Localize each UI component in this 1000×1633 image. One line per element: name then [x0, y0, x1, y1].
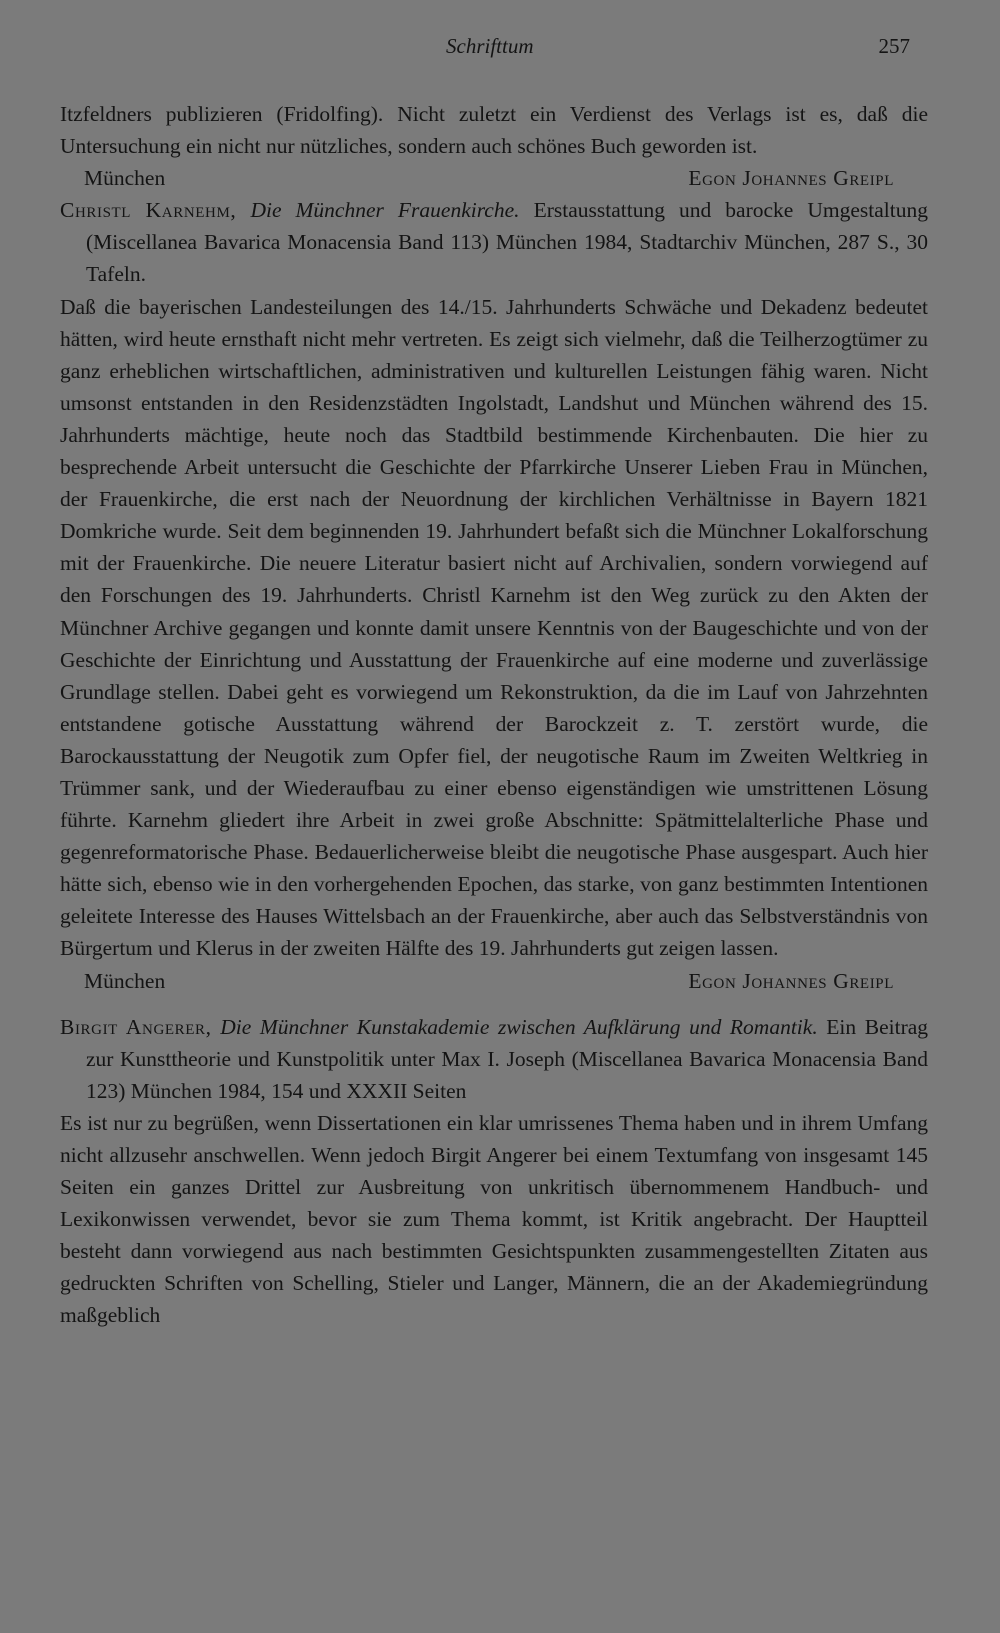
running-title: Schrifttum — [446, 34, 534, 58]
review-angerer — [60, 1011, 928, 1332]
bibliographic-heading — [60, 1011, 928, 1107]
signature-line — [60, 965, 928, 997]
page-body — [60, 98, 928, 1332]
reviewer-name: Egon Johannes Greipl — [688, 166, 894, 191]
signature-place: München — [84, 968, 166, 993]
signature-line — [60, 162, 928, 194]
review-previous-end — [60, 98, 928, 194]
book-details: Ein Beitrag zur Kunsttheorie und Kunstpolitik unter Max I. Joseph (Miscellanea Bavarica Monacensia Band 123) München 1984, 154 und XXXII Seiten — [86, 1014, 929, 1103]
reviewer-name: Egon Johannes Greipl — [688, 968, 894, 993]
review-karnehm — [60, 194, 928, 996]
book-title: Die Münchner Kunstakademie zwischen Aufklärung und Romantik. — [220, 1014, 818, 1039]
signature-place: München — [84, 166, 166, 191]
review-text: Daß die bayerischen Landesteilungen des 14./15. Jahrhunderts Schwäche und Dekadenz bedeutet hätten, wird heute ernsthaft nicht mehr vertreten. Es zeigt sich vielmehr, daß die Teilherzogtümer zu ganz erheblichen wirtschaftlichen, administrativen und kulturellen Leistungen fähig waren. Nicht umsonst entstanden in den Residenzstädten Ingolstadt, Landshut und München während des 15. Jahrhunderts mächtige, heute noch das Stadtbild bestimmende Kirchenbauten. Die hier zu besprechende Arbeit untersucht die Geschichte der Pfarrkirche Unserer Lieben Frau in München, der Frauenkirche, die erst nach der Neuordnung der kirchlichen Verhältnisse in Bayern 1821 Domkriche wurde. Seit dem beginnenden 19. Jahrhundert befaßt sich die Münchner Lokalforschung mit der Frauenkirche. Die neuere Literatur basiert nicht auf Archivalien, sondern vorwiegend auf den Forschungen des 19. Jahrhunderts. Christl Karnehm ist den Weg zurück zu den Akten der Münchner Archive gegangen und konnte damit unsere Kenntnis von der Baugeschichte und von der Geschichte der Einrichtung und Ausstattung der Frauenkirche auf eine moderne und zuverlässige Grundlage stellen. Dabei geht es vorwiegend um Rekonstruktion, da die im Lauf von Jahrzehnten entstandene gotische Ausstattung während der Barockzeit z. T. zerstört wurde, die Barockausstattung der Neugotik zum Opfer fiel, der neugotische Raum im Zweiten Weltkrieg in Trümmer sank, und der Wiederaufbau zu einer ebenso eigenständigen wie umstrittenen Lösung führte. Karnehm gliedert ihre Arbeit in zwei große Abschnitte: Spätmittelalterliche Phase und gegenreformatorische Phase. Bedauerlicherweise bleibt die neugotische Phase ausgespart. Auch hier hätte sich, ebenso wie in den vorhergehenden Epochen, das starke, von ganz bestimmten Intentionen geleitete Interesse des Hauses Wittelsbach an der Frauenkirche, aber auch das Selbstverständnis von Bürgertum und Klerus in der zweiten Hälfte des 19. Jahrhunderts gut zeigen lassen. — [60, 294, 928, 961]
bibliographic-heading — [60, 194, 928, 290]
book-author: Christl Karnehm, — [60, 198, 237, 223]
book-title: Die Münchner Frauenkirche. — [250, 198, 520, 223]
book-details: Erstausstattung und barocke Umgestaltung (Miscellanea Bavarica Monacensia Band 113) München 1984, Stadtarchiv München, 287 S., 30 Tafeln. — [86, 198, 928, 287]
review-text: Es ist nur zu begrüßen, wenn Dissertationen ein klar umrissenes Thema haben und in ihrem Umfang nicht allzusehr anschwellen. Wenn jedoch Birgit Angerer bei einem Textumfang von insgesamt 145 Seiten ein ganzes Drittel zur Ausbreitung von unkritisch übernommenem Handbuch- und Lexikonwissen verwendet, bevor sie zum Thema kommt, ist Kritik angebracht. Der Hauptteil besteht dann vorwiegend aus nach bestimmten Gesichtspunkten zusammengestellten Zitaten aus gedruckten Schriften von Schelling, Stieler und Langer, Männern, die an der Akademiegründung maßgeblich — [60, 1110, 928, 1328]
page-number: 257 — [878, 34, 910, 58]
book-author: Birgit Angerer, — [60, 1014, 212, 1039]
review-text: Itzfeldners publizieren (Fridolfing). Nicht zuletzt ein Verdienst des Verlags ist es, daß die Untersuchung ein nicht nur nützliches, sondern auch schönes Buch geworden ist. — [60, 102, 928, 159]
